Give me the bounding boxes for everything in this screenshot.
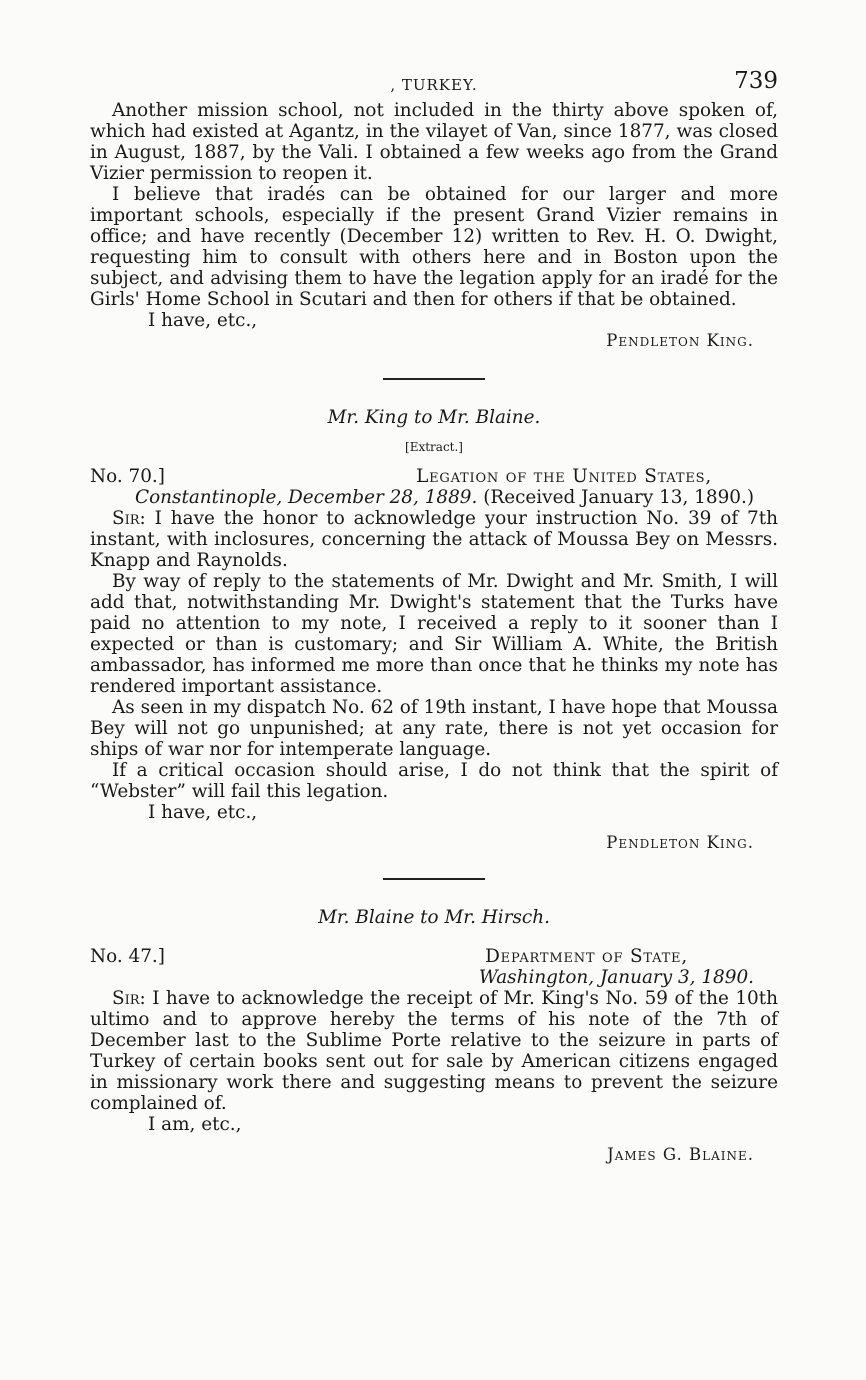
paragraph: By way of reply to the statements of Mr. Dwight and Mr. Smith, I will add that, notwithstanding Mr. Dwight's statement that the Turks have paid no attention to my note, I received a reply to it sooner than I expected or than is customary; and Sir William A. White, the British ambassador, has informed me more than once that he thinks my note has rendered important assistance. bbox=[90, 571, 778, 697]
paragraph-text: I have to acknowledge the receipt of Mr. King's No. 59 of the 10th ultimo and to approve hereby the terms of his note of the 7th of December last to the Sublime Porte relative to the seizure in parts of Turkey of certain books sent out for sale by American citizens engaged in missionary work there and suggesting means to prevent the seizure complained of. bbox=[90, 988, 778, 1114]
received-note: (Received January 13, 1890.) bbox=[483, 487, 754, 508]
section-divider bbox=[383, 878, 485, 880]
letter-title: Mr. Blaine to Mr. Hirsch. bbox=[318, 907, 550, 928]
date-place: Constantinople, December 28, 1889. bbox=[135, 487, 478, 508]
salutation: Sir: bbox=[112, 988, 146, 1009]
section-divider bbox=[383, 378, 485, 380]
running-head: , TURKEY. bbox=[390, 76, 478, 94]
letter-king-to-blaine bbox=[90, 407, 778, 852]
document-number: No. 70.] bbox=[90, 466, 165, 487]
origin: Legation of the United States, bbox=[416, 466, 712, 487]
paragraph: Another mission school, not included in the thirty above spoken of, which had existed at Agantz, in the vilayet of Van, since 1877, was closed in August, 1887, by the Vali. I obtained a few weeks ago from the Grand Vizier permission to reopen it. bbox=[90, 100, 778, 184]
paragraph: As seen in my dispatch No. 62 of 19th instant, I have hope that Moussa Bey will not go unpunished; at any rate, there is not yet occasion for ships of war nor for intemperate language. bbox=[90, 697, 778, 760]
document-number: No. 47.] bbox=[90, 946, 165, 967]
page-header bbox=[90, 62, 778, 96]
dateline-row bbox=[90, 466, 778, 487]
signature: Pendleton King. bbox=[606, 331, 754, 350]
date-place: Washington, January 3, 1890. bbox=[478, 967, 754, 988]
section-continued-letter bbox=[90, 100, 778, 350]
closing: I have, etc., bbox=[148, 310, 258, 331]
signature: James G. Blaine. bbox=[607, 1145, 754, 1164]
paragraph bbox=[90, 508, 778, 571]
date-line bbox=[90, 967, 778, 988]
paragraph: If a critical occasion should arise, I do not think that the spirit of “Webster” will fail this legation. bbox=[90, 760, 778, 802]
date-line bbox=[90, 487, 778, 508]
letter-title: Mr. King to Mr. Blaine. bbox=[327, 407, 541, 428]
letter-blaine-to-hirsch bbox=[90, 907, 778, 1164]
extract-note: [Extract.] bbox=[405, 440, 463, 454]
signature: Pendleton King. bbox=[606, 833, 754, 852]
closing: I have, etc., bbox=[148, 802, 258, 823]
document-page bbox=[90, 62, 778, 1164]
paragraph bbox=[90, 988, 778, 1114]
dateline-row bbox=[90, 946, 778, 967]
paragraph: I believe that iradés can be obtained for our larger and more important schools, especially if the present Grand Vizier remains in office; and have recently (December 12) written to Rev. H. O. Dwight, requesting him to consult with others here and in Boston upon the subject, and advising them to have the legation apply for an iradé for the Girls' Home School in Scutari and then for others if that be obtained. bbox=[90, 184, 778, 310]
paragraph-text: I have the honor to acknowledge your instruction No. 39 of 7th instant, with inclosures, concerning the attack of Moussa Bey on Messrs. Knapp and Raynolds. bbox=[90, 508, 778, 571]
closing: I am, etc., bbox=[148, 1114, 242, 1135]
origin: Department of State, bbox=[485, 946, 688, 967]
page-number: 739 bbox=[734, 68, 778, 94]
salutation: Sir: bbox=[112, 508, 146, 529]
